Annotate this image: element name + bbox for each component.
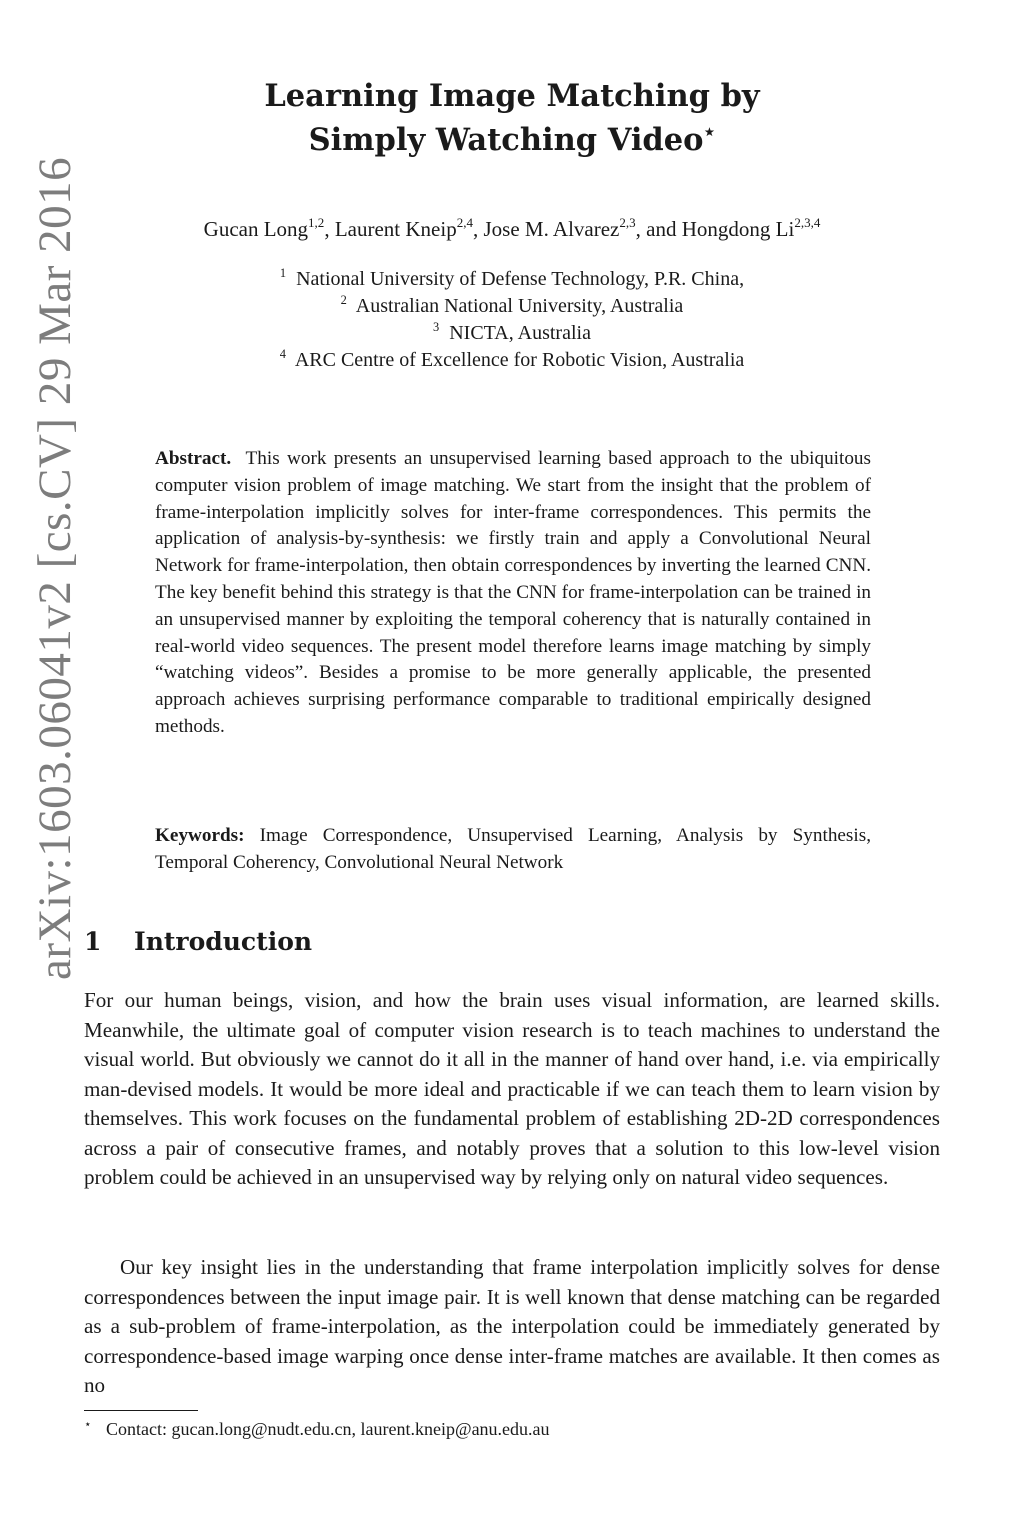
affiliation-item: [100, 293, 924, 320]
author-affiliation-mark: 2,4: [456, 215, 473, 231]
author-affiliation-mark: 2,3,4: [794, 215, 821, 231]
affiliation-number: 1: [279, 265, 287, 280]
abstract-label: Abstract.: [155, 448, 232, 469]
title-line-2-text: Simply Watching Video: [308, 122, 704, 158]
affiliation-text: National University of Defense Technology, P.R. China,: [296, 268, 745, 290]
title-line-1: Learning Image Matching by: [264, 78, 760, 114]
author-name: Gucan Long: [203, 217, 309, 241]
author-name: Jose M. Alvarez: [483, 217, 620, 241]
section-number: 1: [84, 927, 102, 956]
affiliation-item: [100, 266, 924, 293]
keywords-label: Keywords:: [155, 825, 245, 846]
title-line-2: [100, 118, 924, 162]
affiliation-text: NICTA, Australia: [449, 322, 591, 344]
footnote-divider: [84, 1410, 198, 1411]
affiliation-list: [100, 266, 924, 374]
author-affiliation-mark: 1,2: [308, 215, 325, 231]
affiliation-item: [100, 347, 924, 374]
author-separator: ,: [472, 217, 484, 241]
author-affiliation-mark: 2,3: [619, 215, 636, 231]
keywords: [155, 823, 871, 877]
affiliation-text: Australian National University, Australia: [355, 295, 684, 317]
keywords-text: Image Correspondence, Unsupervised Learning, Analysis by Synthesis, Temporal Coherency, Convolutional Neural Network: [155, 825, 871, 873]
author-separator: , and: [635, 217, 682, 241]
arxiv-identifier-stamp: arXiv:1603.06041v2 [cs.CV] 29 Mar 2016: [29, 156, 81, 980]
author-name: Laurent Kneip: [334, 217, 457, 241]
footnote-text: Contact: gucan.long@nudt.edu.cn, laurent.kneip@anu.edu.au: [106, 1419, 550, 1439]
footnote: ⋆ Contact: gucan.long@nudt.edu.cn, laurent.kneip@anu.edu.au: [84, 1417, 550, 1439]
section-heading: [84, 922, 684, 962]
affiliation-number: 4: [279, 346, 286, 361]
section-title: Introduction: [134, 927, 313, 956]
body-paragraph: Our key insight lies in the understanding that frame interpolation implicitly solves for dense correspondences between the input image pair. It is well known that dense matching can be regarded as a sub-problem of frame-interpolation, as the interpolation could be immediately generated by correspondence-based image warping once dense inter-frame matches are available. It then comes as no: [84, 1255, 940, 1397]
paper-title: [100, 74, 924, 162]
affiliation-number: 3: [433, 319, 440, 334]
affiliation-number: 2: [340, 292, 347, 307]
title-footnote-mark: ⋆: [703, 120, 716, 143]
author-list: [100, 212, 924, 246]
abstract: [155, 446, 871, 741]
affiliation-item: [100, 320, 924, 347]
body-paragraph: For our human beings, vision, and how the brain uses visual information, are learned skills. Meanwhile, the ultimate goal of computer vision research is to teach machines to understand the visual world. But obviously we cannot do it all in the manner of hand over hand, i.e. via empirically man-devised models. It would be more ideal and practicable if we can teach them to learn vision by themselves. This work focuses on the fundamental problem of establishing 2D-2D correspondences across a pair of consecutive frames, and notably proves that a solution to this low-level vision problem could be achieved in an unsupervised way by relying only on natural video sequences.: [84, 988, 940, 1189]
author-separator: ,: [324, 217, 335, 241]
affiliation-text: ARC Centre of Excellence for Robotic Vision, Australia: [294, 349, 745, 371]
abstract-text: This work presents an unsupervised learning based approach to the ubiquitous computer vision problem of image matching. We start from the insight that the problem of frame-interpolation implicitly solves for inter-frame correspondences. This permits the application of analysis-by-synthesis: we firstly train and apply a Convolutional Neural Network for frame-interpolation, then obtain correspondences by inverting the learned CNN. The key benefit behind this strategy is that the CNN for frame-interpolation can be trained in an unsupervised manner by exploiting the temporal coherency that is naturally contained in real-world video sequences. The present model therefore learns image matching by simply “watching videos”. Besides a promise to be more generally applicable, the presented approach achieves surprising performance comparable to traditional empirically designed methods.: [155, 448, 871, 737]
author-name: Hongdong Li: [681, 217, 795, 241]
